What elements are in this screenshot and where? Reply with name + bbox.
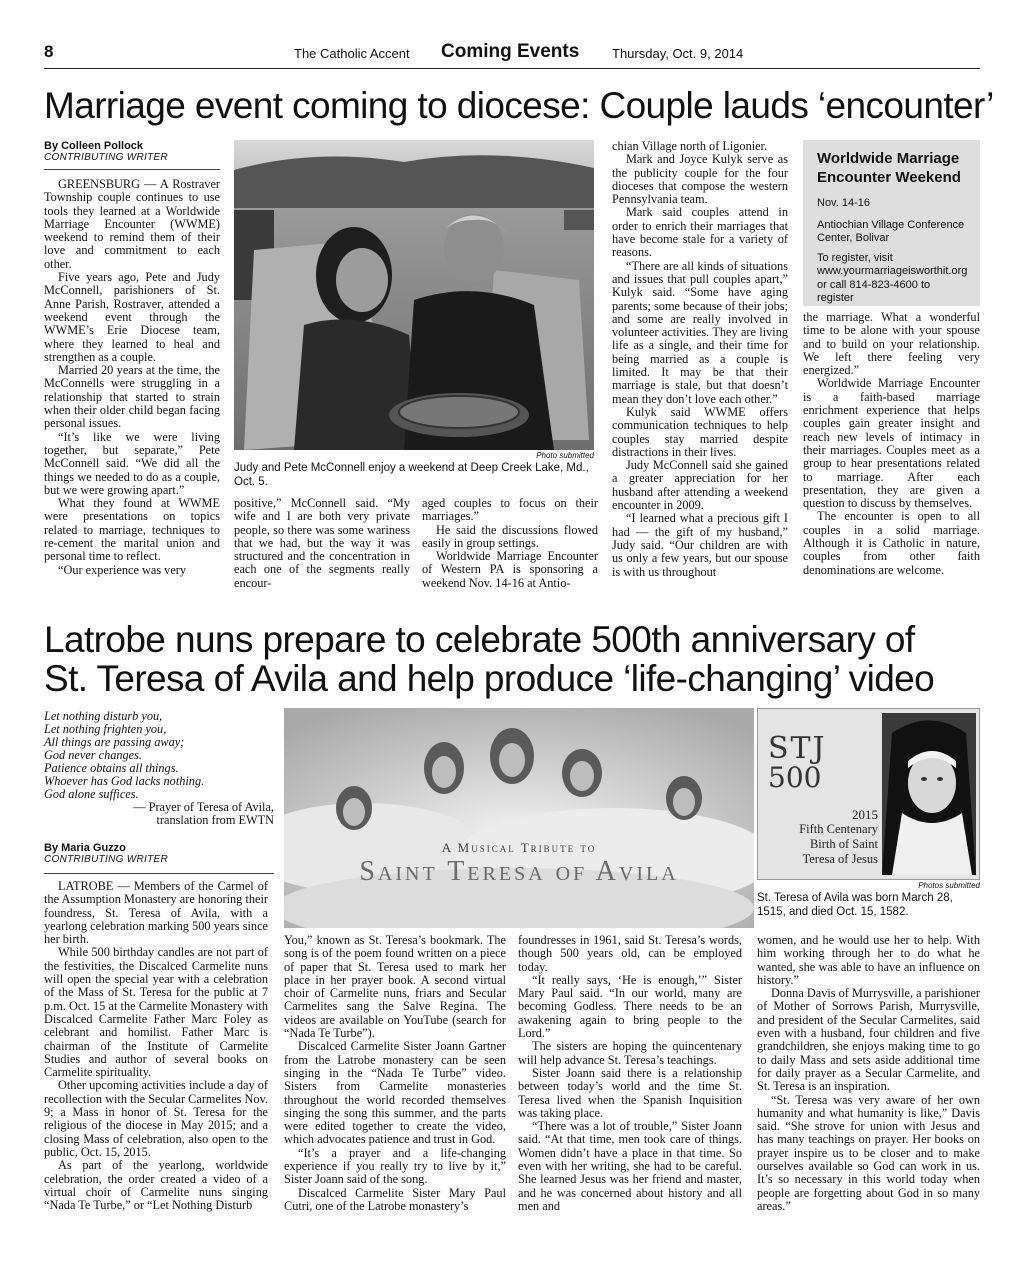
stj-number: 500 xyxy=(768,761,822,794)
poem-line: Let nothing disturb you, xyxy=(44,709,163,723)
paragraph: chian Village north of Ligonier. xyxy=(612,139,768,153)
story1-byline-block xyxy=(44,140,220,170)
paragraph: LATROBE — Members of the Carmel of the Assumption Monastery are honoring their foundress, St. Teresa of Avila, with a yearlong celebration marking 500 years since her birth. xyxy=(44,879,268,947)
stj-mark: STJ xyxy=(768,731,827,766)
video-title: Saint Teresa of Avila xyxy=(359,856,679,887)
event-registration: To register, visit www.yourmarriageisworthit.org or call 814-823-4600 to register xyxy=(817,251,968,304)
paragraph: GREENSBURG — A Rostraver Township couple continues to use tools they learned at a Worldwide Marriage Encounter (WWME) weekend to remind them of their love and commitment to each other. xyxy=(44,177,220,271)
section-title: Coming Events xyxy=(441,41,580,62)
poem-line: God alone suffices. xyxy=(44,787,139,801)
paragraph: Discalced Carmelite Sister Mary Paul Cutri, one of the Latrobe monastery’s xyxy=(284,1185,506,1213)
story1-column-3 xyxy=(422,497,598,590)
paragraph: Discalced Carmelite Sister Joann Gartner from the Latrobe monastery can be seen singing in the “Nada Te Turbe” video. Sisters from Carmelite monasteries throughout the world recorded themselves singing the song this summer, and the parts were edited together to create the video, which advocates patience and trust in God. xyxy=(284,1039,506,1147)
story1-role: CONTRIBUTING WRITER xyxy=(44,152,169,163)
paragraph: Kulyk said WWME offers communication techniques to help couples stay married despite distractions in their lives. xyxy=(612,404,788,459)
story2-photo-credit: Photos submitted xyxy=(918,881,980,890)
video-still xyxy=(284,708,754,928)
paragraph: Five years ago, Pete and Judy McConnell, parishioners of St. Anne Parish, Rostraver, attended a weekend event through the WWME’s Erie Diocese team, where they learned to heal and strengthen as a couple. xyxy=(44,270,220,364)
paragraph: Judy McConnell said she gained a greater appreciation for her husband after attending a weekend encounter in 2009. xyxy=(612,458,788,513)
stj-line: Teresa of Jesus xyxy=(802,852,878,866)
page-header xyxy=(44,40,980,69)
story2-photo-caption: St. Teresa of Avila was born March 28, 1515, and died Oct. 15, 1582. xyxy=(757,892,953,918)
page-number: 8 xyxy=(44,42,54,61)
stj-year: 2015 xyxy=(852,807,878,822)
story2-byline-block xyxy=(44,842,274,874)
poem-line: Whoever has God lacks nothing. xyxy=(44,774,205,788)
paragraph: “Our experience was very xyxy=(58,562,187,577)
story2-role: CONTRIBUTING WRITER xyxy=(44,854,169,865)
paragraph: Sister Joann said there is a relationship between today’s world and the time St. Teresa lived when the Spanish Inquisition was taking place. xyxy=(518,1065,742,1120)
paragraph: aged couples to focus on their marriages.” xyxy=(422,496,598,524)
stj-line: Fifth Centenary xyxy=(799,822,878,836)
stj-line: Birth of Saint xyxy=(809,837,878,851)
story1-column-2 xyxy=(234,497,410,590)
paragraph: Mark said couples attend in order to enrich their marriages that have become stale for a variety of reasons. xyxy=(612,205,788,260)
poem-line: Patience obtains all things. xyxy=(44,761,179,775)
paragraph: Worldwide Marriage Encounter of Western PA is sponsoring a weekend Nov. 14-16 at Antio- xyxy=(422,549,598,590)
couple-photo xyxy=(234,140,594,450)
poem-translation: translation from EWTN xyxy=(156,813,274,827)
paragraph: “St. Teresa was very aware of her own humanity and what humanity is like,” Davis said. “She strove for union with Jesus and has many teachings on prayer. Her books on prayer inspire us to be closer and to make ourselves available so God can work in us. It’s so necessary in this world today when people are forgetting about God in so many areas.” xyxy=(757,1092,980,1213)
event-dates: Nov. 14-16 xyxy=(817,197,870,209)
paragraph: The sisters are hoping the quincentenary will help advance St. Teresa’s teachings. xyxy=(518,1039,742,1067)
couple-illustration xyxy=(234,140,594,450)
poem-attribution: — Prayer of Teresa of Avila, xyxy=(133,800,274,814)
paragraph: positive,” McConnell said. “My wife and I are both very private people, so there was some wariness that we had, but the way it was structured and the concentration in each one of the segments really encour- xyxy=(234,496,410,590)
poem-line: All things are passing away; xyxy=(44,735,185,749)
paragraph: foundresses in 1961, said St. Teresa’s words, though 500 years old, can be employed today. xyxy=(518,933,742,974)
story1-column-5 xyxy=(803,311,980,577)
paragraph: Donna Davis of Murrysville, a parishioner of Mother of Sorrows Parish, Murrysville, and president of the Secular Carmelites, said even with a husband, four children and five grandchildren, she enjoys making time to go to daily Mass and sets aside additional time for daily prayer as a Secular Carmelite, and St. Teresa is an inspiration. xyxy=(757,986,980,1094)
teresa-portrait xyxy=(882,713,976,875)
paragraph: “It really says, ‘He is enough,’” Sister Mary Paul said. “In our world, many are becoming Godless. There needs to be an awakening again to bring people to the Lord.” xyxy=(518,972,742,1041)
event-info-title: Worldwide Marriage Encounter Weekend xyxy=(817,150,961,186)
story1-byline: By Colleen Pollock xyxy=(44,140,144,152)
story1-photo-credit: Photo submitted xyxy=(536,451,594,460)
nuns-choir-illustration xyxy=(284,708,754,928)
paragraph: “It’s like we were living together, but separate,” Pete McConnell said. “We did all the things we needed to do as a couple, but we were growing apart.” xyxy=(44,429,220,497)
paragraph: What they found at WWME were presentations on topics related to marriage, techniques to re-cement the marital union and personal time to reflect. xyxy=(44,496,220,564)
paragraph: “There was a lot of trouble,” Sister Joann said. “At that time, men took care of things. Women didn’t have a place in that time. So even with her writing, she had to be careful. She learned Jesus was her friend and master, and he was concerned about history and all men and xyxy=(518,1119,742,1213)
video-subtitle: A Musical Tribute to xyxy=(441,840,597,855)
event-venue: Antiochian Village Conference Center, Bolivar xyxy=(817,218,965,244)
paragraph: the marriage. What a wonderful time to be alone with your spouse and to build on your relationship. We left there feeling very energized.” xyxy=(803,310,980,378)
paragraph: Married 20 years at the time, the McConnells were struggling in a relationship that started to strain when their older child began facing personal issues. xyxy=(44,363,220,431)
divider xyxy=(44,169,220,170)
divider xyxy=(44,873,274,874)
paragraph: Mark and Joyce Kulyk serve as the publicity couple for the four dioceses that compose the western Pennsylvania team. xyxy=(612,152,788,207)
prayer-quote xyxy=(44,710,274,827)
paragraph: “I learned what a precious gift I had — the gift of my husband,” Judy said. “Our children are with us only a few years, but our spouse is with us throughout xyxy=(612,511,788,579)
poem-line: God never changes. xyxy=(44,748,143,762)
story2-headline-line-1: Latrobe nuns prepare to celebrate 500th anniversary of xyxy=(44,619,915,660)
publication-name: The Catholic Accent xyxy=(294,46,410,61)
story2-column-2 xyxy=(284,934,506,1213)
story1-column-4 xyxy=(612,140,788,579)
event-info-box xyxy=(803,140,980,306)
paragraph: You,” known as St. Teresa’s bookmark. The song is of the poem found written on a piece of paper that St. Teresa used to mark her place in her prayer book. A second virtual choir of Carmelite nuns, friars and Secular Carmelites sang the Salve Regina. The videos are available on YouTube (search for “Nada Te Turbe”). xyxy=(284,933,506,1041)
paragraph: women, and he would use her to help. With him working through her to do what he wanted, she was able to have an influence on history.” xyxy=(757,933,980,987)
story2-column-3 xyxy=(518,934,742,1213)
story1-column-1 xyxy=(44,178,220,577)
poem-line: Let nothing frighten you, xyxy=(44,722,167,736)
story2-headline-line-2: St. Teresa of Avila and help produce ‘life-changing’ video xyxy=(44,658,935,699)
story1-photo-caption: Judy and Pete McConnell enjoy a weekend at Deep Creek Lake, Md., Oct. 5. xyxy=(234,462,589,488)
paragraph: “It’s a prayer and a life-changing experience if you really try to live by it,” Sister Joann said of the song. xyxy=(284,1145,506,1187)
paragraph: He said the discussions flowed easily in group settings. xyxy=(422,522,598,550)
paragraph: Worldwide Marriage Encounter is a faith-based marriage enrichment experience that helps couples gain greater insight and reach new levels of intimacy in their marriages. Couples meet as a group to hear presentations related to marriage. After each presentation, they are given a question to discuss by themselves. xyxy=(803,376,980,511)
paragraph: As part of the yearlong, worldwide celebration, the order created a video of a virtual choir of Carmelite nuns singing “Nada Te Turbe,” or “Let Nothing Disturb xyxy=(44,1158,268,1213)
paragraph: The encounter is open to all couples in a solid marriage. Although it is Catholic in nature, couples from other faith denominations are welcome. xyxy=(803,509,980,577)
story2-column-4 xyxy=(757,934,980,1213)
story2-column-1 xyxy=(44,880,268,1212)
story1-headline: Marriage event coming to diocese: Couple lauds ‘encounter’ xyxy=(44,85,994,126)
stj500-logo xyxy=(757,708,980,880)
paragraph: Other upcoming activities include a day of recollection with the Secular Carmelites Nov. 9; a Mass in honor of St. Teresa for the religious of the diocese in May 2015; and a closing Mass of celebration, also open to the public, Oct. 15, 2015. xyxy=(44,1078,268,1159)
issue-date: Thursday, Oct. 9, 2014 xyxy=(612,46,744,61)
paragraph: While 500 birthday candles are not part of the festivities, the Discalced Carmelite nuns will open the special year with a celebration of the Mass of St. Teresa for the public at 7 p.m. Oct. 15 at the Carmelite Monastery with Discalced Carmelite Father Marc Foley as celebrant and homilist. Father Marc is chairman of the Institute of Carmelite Studies and author of several books on Carmelite spirituality. xyxy=(44,945,268,1080)
story2-byline: By Maria Guzzo xyxy=(44,842,126,854)
paragraph: “There are all kinds of situations and issues that pull couples apart,” Kulyk said. “Some have aging parents; some because of their jobs; and some are really involved in volunteer activities. They are living life as a single, and their time for being married as a couple is limited. It may be that their marriage is stale, but that doesn’t mean they don’t love each other.” xyxy=(612,258,788,406)
